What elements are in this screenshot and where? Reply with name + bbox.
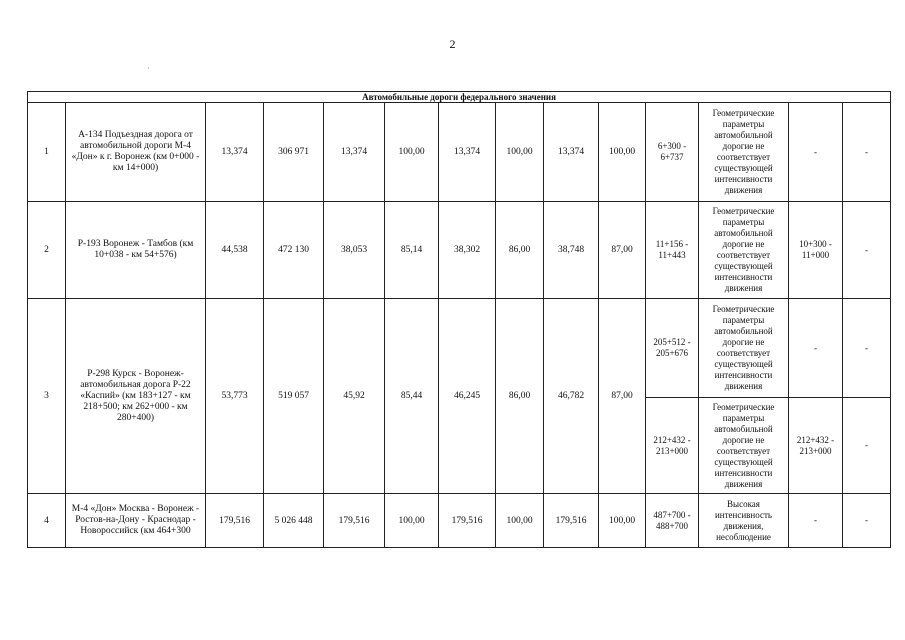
- segment-extra: -: [843, 299, 891, 398]
- cell-value: 179,516: [206, 494, 264, 548]
- cell-value: 38,302: [439, 202, 496, 299]
- cell-value: 38,748: [544, 202, 599, 299]
- cell-value: 85,44: [385, 299, 439, 494]
- cell-value: 179,516: [544, 494, 599, 548]
- table-row: [28, 299, 891, 398]
- segment-extra: -: [843, 398, 891, 494]
- cell-value: 46,245: [439, 299, 496, 494]
- cell-value: 100,00: [385, 494, 439, 548]
- row-number: 2: [28, 202, 66, 299]
- section-title: Автомобильные дороги федерального значения: [28, 92, 891, 103]
- cell-value: 100,00: [599, 494, 646, 548]
- segment-extra: -: [843, 494, 891, 548]
- cell-value: 100,00: [599, 103, 646, 202]
- segment-km-planned: 10+300 - 11+000: [789, 202, 843, 299]
- road-name: М-4 «Дон» Москва - Воронеж - Ростов-на-Дону - Краснодар - Новороссийск (км 464+300: [66, 494, 206, 548]
- segment-extra: -: [843, 202, 891, 299]
- federal-roads-table: [27, 91, 891, 548]
- segment-extra: -: [843, 103, 891, 202]
- table-row: [28, 103, 891, 202]
- segment-km-planned: 212+432 - 213+000: [789, 398, 843, 494]
- segment-km: 11+156 - 11+443: [646, 202, 699, 299]
- segment-km: 487+700 - 488+700: [646, 494, 699, 548]
- table-row: [28, 494, 891, 548]
- table-row: [28, 202, 891, 299]
- cell-value: 85,14: [385, 202, 439, 299]
- segment-km: 205+512 - 205+676: [646, 299, 699, 398]
- cell-value: 179,516: [439, 494, 496, 548]
- cell-value: 13,374: [439, 103, 496, 202]
- cell-value: 13,374: [544, 103, 599, 202]
- cell-value: 472 130: [264, 202, 324, 299]
- segment-km-planned: -: [789, 299, 843, 398]
- row-number: 4: [28, 494, 66, 548]
- cell-value: 53,773: [206, 299, 264, 494]
- cell-value: 86,00: [496, 299, 544, 494]
- segment-reason: Геометрические параметры автомобильной дорогие не соответствует существующей интенсивности движения: [699, 398, 789, 494]
- cell-value: 87,00: [599, 299, 646, 494]
- page-number: 2: [449, 37, 456, 51]
- cell-value: 46,782: [544, 299, 599, 494]
- segment-km-planned: -: [789, 494, 843, 548]
- cell-value: 44,538: [206, 202, 264, 299]
- segment-km-planned: -: [789, 103, 843, 202]
- row-number: 3: [28, 299, 66, 494]
- cell-value: 100,00: [496, 103, 544, 202]
- segment-reason: Геометрические параметры автомобильной дорогие не соответствует существующей интенсивности движения: [699, 103, 789, 202]
- segment-reason: Геометрические параметры автомобильной дорогие не соответствует существующей интенсивности движения: [699, 202, 789, 299]
- scan-mark: ·: [147, 64, 150, 73]
- road-name: А-134 Подъездная дорога от автомобильной дороги М-4 «Дон» к г. Воронеж (км 0+000 - км 14+000): [66, 103, 206, 202]
- cell-value: 306 971: [264, 103, 324, 202]
- cell-value: 86,00: [496, 202, 544, 299]
- cell-value: 87,00: [599, 202, 646, 299]
- cell-value: 179,516: [324, 494, 385, 548]
- cell-value: 519 057: [264, 299, 324, 494]
- row-number: 1: [28, 103, 66, 202]
- cell-value: 13,374: [206, 103, 264, 202]
- cell-value: 45,92: [324, 299, 385, 494]
- segment-km: 212+432 - 213+000: [646, 398, 699, 494]
- road-name: Р-298 Курск - Воронеж-автомобильная дорога Р-22 «Каспий» (км 183+127 - км 218+500; км 262+000 - км 280+400): [66, 299, 206, 494]
- cell-value: 100,00: [496, 494, 544, 548]
- cell-value: 13,374: [324, 103, 385, 202]
- segment-km: 6+300 - 6+737: [646, 103, 699, 202]
- road-name: Р-193 Воронеж - Тамбов (км 10+038 - км 54+576): [66, 202, 206, 299]
- cell-value: 100,00: [385, 103, 439, 202]
- segment-reason: Высокая интенсивность движения, несоблюдение: [699, 494, 789, 548]
- segment-reason: Геометрические параметры автомобильной дорогие не соответствует существующей интенсивности движения: [699, 299, 789, 398]
- cell-value: 5 026 448: [264, 494, 324, 548]
- cell-value: 38,053: [324, 202, 385, 299]
